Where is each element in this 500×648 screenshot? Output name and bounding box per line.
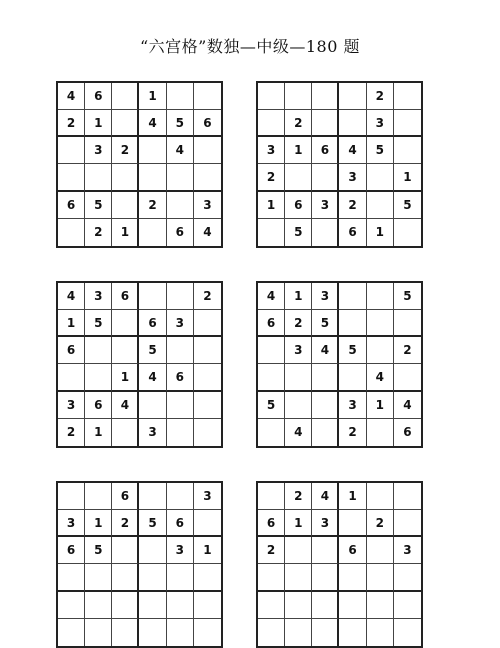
sudoku-cell: 6 bbox=[339, 537, 366, 564]
sudoku-cell: 1 bbox=[85, 419, 112, 446]
sudoku-cell bbox=[139, 564, 166, 591]
sudoku-cell bbox=[367, 619, 394, 646]
sudoku-grid-3 bbox=[56, 281, 223, 448]
sudoku-cell bbox=[58, 564, 85, 591]
sudoku-cell: 2 bbox=[285, 483, 312, 510]
sudoku-cell: 4 bbox=[367, 364, 394, 391]
sudoku-cell bbox=[367, 310, 394, 337]
sudoku-cell: 6 bbox=[112, 483, 139, 510]
sudoku-cell: 6 bbox=[167, 219, 194, 246]
sudoku-cell: 3 bbox=[394, 537, 421, 564]
sudoku-cell: 6 bbox=[258, 510, 285, 537]
sudoku-cell bbox=[285, 364, 312, 391]
sudoku-cell bbox=[58, 483, 85, 510]
sudoku-cell bbox=[312, 592, 339, 619]
sudoku-cell bbox=[167, 619, 194, 646]
sudoku-cell bbox=[58, 219, 85, 246]
sudoku-cell: 1 bbox=[394, 164, 421, 191]
sudoku-cell bbox=[167, 483, 194, 510]
sudoku-cell bbox=[312, 83, 339, 110]
sudoku-cell bbox=[194, 337, 221, 364]
sudoku-cell bbox=[285, 537, 312, 564]
sudoku-cell bbox=[139, 392, 166, 419]
sudoku-cell: 6 bbox=[58, 337, 85, 364]
sudoku-cell bbox=[139, 619, 166, 646]
sudoku-cell: 1 bbox=[139, 83, 166, 110]
sudoku-cell bbox=[167, 592, 194, 619]
sudoku-cell bbox=[194, 164, 221, 191]
sudoku-cell bbox=[339, 364, 366, 391]
sudoku-cell: 5 bbox=[85, 537, 112, 564]
sudoku-cell: 4 bbox=[203, 225, 212, 240]
sudoku-cell bbox=[258, 364, 285, 391]
sudoku-cell bbox=[85, 592, 112, 619]
sudoku-cell bbox=[258, 592, 285, 619]
sudoku-cell bbox=[258, 219, 285, 246]
sudoku-cell bbox=[367, 537, 394, 564]
sudoku-cell: 1 bbox=[285, 510, 312, 537]
sudoku-cell bbox=[312, 110, 339, 137]
sudoku-cell: 5 bbox=[339, 337, 366, 364]
sudoku-cell: 5 bbox=[258, 392, 285, 419]
sudoku-cell: 1 bbox=[85, 110, 112, 137]
sudoku-cell: 3 bbox=[339, 164, 366, 191]
sudoku-cell bbox=[139, 592, 166, 619]
sudoku-cell bbox=[167, 419, 194, 446]
sudoku-cell bbox=[394, 619, 421, 646]
sudoku-cell bbox=[367, 192, 394, 219]
sudoku-cell bbox=[285, 83, 312, 110]
sudoku-cell bbox=[112, 619, 139, 646]
sudoku-cell: 3 bbox=[312, 283, 339, 310]
sudoku-cell: 2 bbox=[85, 219, 112, 246]
sudoku-cell: 1 bbox=[367, 219, 394, 246]
sudoku-cell bbox=[312, 419, 339, 446]
sudoku-cell: 1 bbox=[339, 483, 366, 510]
sudoku-cell: 2 bbox=[339, 419, 366, 446]
sudoku-cell: 1 bbox=[194, 537, 221, 564]
sudoku-cell: 4 bbox=[258, 283, 285, 310]
sudoku-cell bbox=[58, 619, 85, 646]
sudoku-cell bbox=[394, 592, 421, 619]
sudoku-cell: 4 bbox=[312, 337, 339, 364]
sudoku-cell: 3 bbox=[194, 483, 221, 510]
sudoku-cell: 2 bbox=[367, 510, 394, 537]
sudoku-cell bbox=[58, 364, 85, 391]
sudoku-cell bbox=[367, 564, 394, 591]
sudoku-cell: 3 bbox=[167, 537, 194, 564]
sudoku-cell bbox=[339, 564, 366, 591]
sudoku-cell bbox=[112, 592, 139, 619]
sudoku-cell: 5 bbox=[85, 310, 112, 337]
sudoku-cell bbox=[367, 283, 394, 310]
sudoku-cell: 4 bbox=[312, 483, 339, 510]
sudoku-cell: 2 bbox=[58, 419, 85, 446]
sudoku-cell: 4 bbox=[112, 392, 139, 419]
sudoku-cell bbox=[285, 619, 312, 646]
sudoku-cell: 6 bbox=[85, 392, 112, 419]
sudoku-cell: 6 bbox=[167, 364, 194, 391]
sudoku-cell bbox=[194, 419, 221, 446]
sudoku-cell: 5 bbox=[85, 192, 112, 219]
sudoku-cell bbox=[312, 537, 339, 564]
sudoku-cell: 2 bbox=[339, 192, 366, 219]
sudoku-cell: 6 bbox=[339, 219, 366, 246]
sudoku-cell bbox=[258, 419, 285, 446]
sudoku-cell: 1 bbox=[58, 310, 85, 337]
sudoku-grid-4 bbox=[256, 281, 423, 448]
sudoku-cell bbox=[167, 392, 194, 419]
sudoku-cell bbox=[139, 283, 166, 310]
sudoku-cell bbox=[194, 364, 221, 391]
sudoku-cell bbox=[85, 564, 112, 591]
sudoku-cell bbox=[339, 592, 366, 619]
sudoku-cell bbox=[312, 219, 339, 246]
sudoku-cell bbox=[112, 83, 139, 110]
sudoku-cell bbox=[312, 564, 339, 591]
sudoku-cell bbox=[139, 164, 166, 191]
sudoku-cell bbox=[112, 337, 139, 364]
sudoku-cell bbox=[367, 337, 394, 364]
sudoku-cell: 5 bbox=[285, 219, 312, 246]
sudoku-cell bbox=[367, 483, 394, 510]
sudoku-cell bbox=[167, 192, 194, 219]
sudoku-cell bbox=[258, 483, 285, 510]
sudoku-cell bbox=[194, 619, 221, 646]
sudoku-cell: 1 bbox=[285, 283, 312, 310]
sudoku-cell: 3 bbox=[258, 137, 285, 164]
sudoku-cell bbox=[112, 564, 139, 591]
sudoku-cell: 1 bbox=[258, 192, 285, 219]
sudoku-cell bbox=[167, 337, 194, 364]
sudoku-cell: 2 bbox=[394, 337, 421, 364]
sudoku-cell: 1 bbox=[112, 219, 139, 246]
sudoku-cell bbox=[339, 83, 366, 110]
sudoku-cell: 4 bbox=[339, 137, 366, 164]
sudoku-cell: 5 bbox=[394, 283, 421, 310]
sudoku-cell bbox=[194, 83, 221, 110]
sudoku-cell bbox=[139, 219, 166, 246]
sudoku-cell: 2 bbox=[285, 310, 312, 337]
sudoku-cell bbox=[139, 137, 166, 164]
sudoku-cell: 1 bbox=[85, 510, 112, 537]
sudoku-cell: 6 bbox=[285, 192, 312, 219]
sudoku-cell: 5 bbox=[139, 510, 166, 537]
sudoku-cell: 3 bbox=[139, 419, 166, 446]
sudoku-cell: 5 bbox=[167, 110, 194, 137]
sudoku-cell bbox=[85, 164, 112, 191]
sudoku-cell bbox=[394, 510, 421, 537]
sudoku-cell: 3 bbox=[85, 283, 112, 310]
sudoku-cell: 6 bbox=[167, 510, 194, 537]
sudoku-cell: 2 bbox=[285, 110, 312, 137]
sudoku-cell bbox=[194, 392, 221, 419]
sudoku-cell bbox=[167, 564, 194, 591]
sudoku-cell bbox=[285, 564, 312, 591]
sudoku-cell: 4 bbox=[139, 364, 166, 391]
sudoku-cell bbox=[85, 483, 112, 510]
sudoku-cell bbox=[258, 619, 285, 646]
sudoku-cell bbox=[394, 364, 421, 391]
page-title: “六宫格”数独—中级—180 题 bbox=[140, 37, 360, 56]
sudoku-cell bbox=[367, 164, 394, 191]
sudoku-cell bbox=[194, 564, 221, 591]
sudoku-cell bbox=[394, 564, 421, 591]
sudoku-cell bbox=[112, 419, 139, 446]
sudoku-cell: 2 bbox=[112, 510, 139, 537]
sudoku-cell bbox=[194, 592, 221, 619]
sudoku-cell: 4 bbox=[167, 137, 194, 164]
sudoku-cell: 4 bbox=[285, 419, 312, 446]
sudoku-cell bbox=[139, 483, 166, 510]
sudoku-cell: 6 bbox=[58, 192, 85, 219]
sudoku-cell bbox=[394, 137, 421, 164]
sudoku-cell bbox=[258, 110, 285, 137]
sudoku-grid-1 bbox=[56, 81, 223, 248]
sudoku-cell bbox=[285, 392, 312, 419]
sudoku-cell bbox=[85, 337, 112, 364]
sudoku-cell: 2 bbox=[139, 192, 166, 219]
sudoku-cell: 3 bbox=[312, 192, 339, 219]
sudoku-cell bbox=[258, 83, 285, 110]
sudoku-cell bbox=[112, 110, 139, 137]
sudoku-cell: 4 bbox=[58, 83, 85, 110]
sudoku-cell bbox=[339, 310, 366, 337]
sudoku-cell bbox=[312, 364, 339, 391]
sudoku-cell bbox=[194, 137, 221, 164]
sudoku-cell: 2 bbox=[58, 110, 85, 137]
sudoku-cell: 6 bbox=[112, 283, 139, 310]
sudoku-cell bbox=[85, 619, 112, 646]
sudoku-cell bbox=[394, 483, 421, 510]
sudoku-cell bbox=[112, 164, 139, 191]
sudoku-cell: 3 bbox=[367, 110, 394, 137]
sudoku-cell: 2 bbox=[258, 164, 285, 191]
sudoku-cell bbox=[58, 164, 85, 191]
sudoku-cell bbox=[312, 392, 339, 419]
sudoku-cell bbox=[112, 537, 139, 564]
sudoku-cell bbox=[285, 164, 312, 191]
sudoku-cell bbox=[394, 310, 421, 337]
sudoku-cell bbox=[339, 510, 366, 537]
sudoku-cell: 2 bbox=[194, 283, 221, 310]
sudoku-cell: 4 bbox=[58, 283, 85, 310]
sudoku-cell: 1 bbox=[367, 392, 394, 419]
sudoku-cell bbox=[167, 83, 194, 110]
sudoku-cell: 3 bbox=[194, 192, 221, 219]
sudoku-cell: 5 bbox=[312, 310, 339, 337]
sudoku-cell: 3 bbox=[285, 337, 312, 364]
sudoku-cell bbox=[258, 564, 285, 591]
sudoku-cell bbox=[167, 164, 194, 191]
sudoku-cell: 6 bbox=[403, 425, 412, 440]
sudoku-cell bbox=[139, 537, 166, 564]
sudoku-cell bbox=[194, 310, 221, 337]
sudoku-cell bbox=[367, 592, 394, 619]
sudoku-cell: 3 bbox=[85, 137, 112, 164]
sudoku-cell: 5 bbox=[367, 137, 394, 164]
sudoku-cell bbox=[258, 337, 285, 364]
sudoku-cell bbox=[367, 419, 394, 446]
sudoku-cell: 2 bbox=[367, 83, 394, 110]
sudoku-cell bbox=[394, 83, 421, 110]
sudoku-cell bbox=[85, 364, 112, 391]
sudoku-cell: 4 bbox=[139, 110, 166, 137]
sudoku-cell bbox=[58, 137, 85, 164]
sudoku-cell: 3 bbox=[167, 310, 194, 337]
sudoku-cell: 6 bbox=[58, 537, 85, 564]
sudoku-cell: 3 bbox=[339, 392, 366, 419]
sudoku-cell bbox=[58, 592, 85, 619]
sudoku-cell bbox=[312, 164, 339, 191]
sudoku-cell: 2 bbox=[112, 137, 139, 164]
sudoku-cell: 6 bbox=[85, 83, 112, 110]
sudoku-cell: 5 bbox=[394, 192, 421, 219]
sudoku-cell: 5 bbox=[139, 337, 166, 364]
sudoku-cell bbox=[112, 310, 139, 337]
sudoku-cell: 6 bbox=[258, 310, 285, 337]
sudoku-cell bbox=[112, 192, 139, 219]
sudoku-cell: 6 bbox=[312, 137, 339, 164]
sudoku-cell bbox=[194, 510, 221, 537]
sudoku-cell: 3 bbox=[58, 392, 85, 419]
sudoku-cell bbox=[339, 283, 366, 310]
sudoku-cell: 1 bbox=[112, 364, 139, 391]
sudoku-cell bbox=[394, 110, 421, 137]
sudoku-cell bbox=[312, 619, 339, 646]
sudoku-cell bbox=[285, 592, 312, 619]
sudoku-cell bbox=[394, 219, 421, 246]
sudoku-cell bbox=[167, 283, 194, 310]
sudoku-cell: 4 bbox=[394, 392, 421, 419]
sudoku-cell bbox=[339, 110, 366, 137]
sudoku-grid-2 bbox=[256, 81, 423, 248]
sudoku-cell: 2 bbox=[258, 537, 285, 564]
sudoku-cell: 3 bbox=[312, 510, 339, 537]
sudoku-cell: 6 bbox=[139, 310, 166, 337]
sudoku-cell: 1 bbox=[285, 137, 312, 164]
sudoku-cell bbox=[339, 619, 366, 646]
sudoku-cell: 3 bbox=[58, 510, 85, 537]
sudoku-cell: 6 bbox=[194, 110, 221, 137]
